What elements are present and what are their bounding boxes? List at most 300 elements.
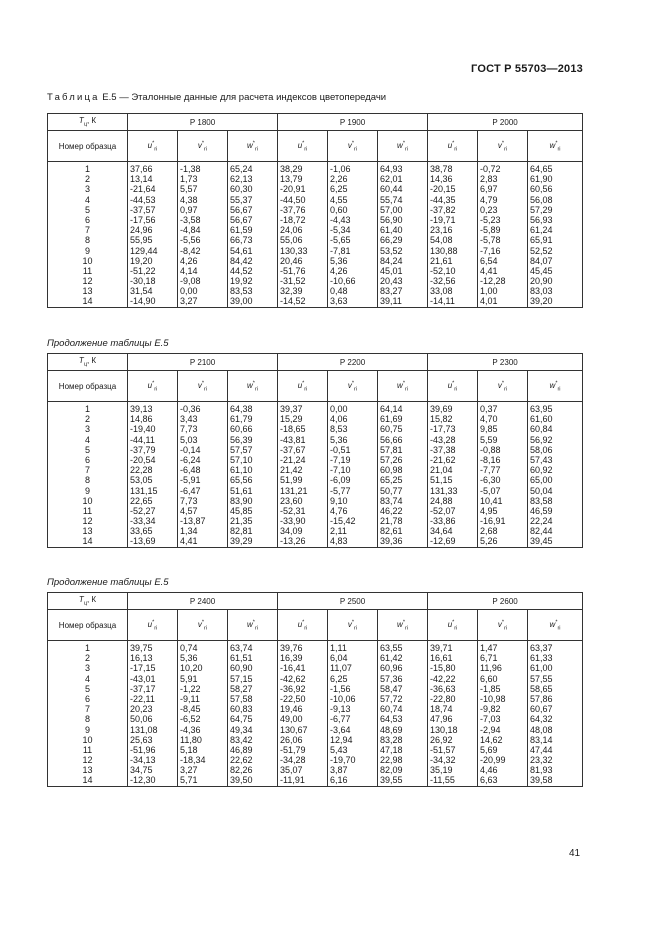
tc-letter: Т <box>78 595 84 605</box>
sample-number: 10 <box>82 255 93 266</box>
symbol-letter: w <box>549 619 556 629</box>
value-cell: 39,58 <box>530 775 553 786</box>
value-cell: 4,41 <box>180 536 198 547</box>
value-cell: 2,26 <box>330 174 348 185</box>
value-cell: 130,88 <box>430 245 458 256</box>
value-cell: 4,79 <box>480 194 498 205</box>
value-cell: 61,59 <box>230 225 253 236</box>
sample-number: 13 <box>82 286 93 297</box>
value-cell: 55,74 <box>380 194 403 205</box>
value-cell: -44,53 <box>130 194 156 205</box>
value-cell: -14,11 <box>430 296 455 307</box>
data-row <box>48 402 583 548</box>
value-cell: 5,69 <box>480 744 498 755</box>
value-cell: 65,91 <box>530 235 553 246</box>
value-cell: 4,55 <box>330 194 348 205</box>
symbol-v <box>347 379 358 393</box>
value-column <box>528 162 583 308</box>
value-cell: 60,74 <box>380 704 403 715</box>
value-cell: 35,19 <box>430 765 453 776</box>
value-cell: 61,42 <box>380 653 403 664</box>
sample-number-header: Номер образца <box>48 371 128 402</box>
symbol-v <box>197 618 208 632</box>
value-cell: 4,83 <box>330 536 348 547</box>
temperature-header: Р 1900 <box>278 114 428 131</box>
col-header-w-0-1 <box>378 131 428 162</box>
value-cell: 52,52 <box>530 245 553 256</box>
value-cell: 57,29 <box>530 204 553 215</box>
symbol-letter: v <box>197 380 202 390</box>
value-cell: -6,52 <box>180 714 201 725</box>
value-cell: 82,81 <box>230 526 253 537</box>
symbol-letter: u <box>447 380 453 390</box>
tc-subscript: ц <box>83 600 87 607</box>
symbol-subscript: ri <box>504 625 508 632</box>
value-cell: -44,50 <box>280 194 306 205</box>
value-cell: 83,58 <box>530 495 553 506</box>
value-cell: -19,70 <box>330 755 356 766</box>
value-cell: 0,37 <box>480 404 498 414</box>
col-header-v-0-1 <box>328 131 378 162</box>
value-cell: 24,88 <box>430 495 453 506</box>
temperature-header: Р 2600 <box>428 593 583 610</box>
value-cell: 83,03 <box>530 286 553 297</box>
value-cell: 25,63 <box>130 734 153 745</box>
value-column <box>278 641 328 787</box>
value-column <box>478 641 528 787</box>
value-cell: 6,60 <box>480 673 498 684</box>
symbol-star: * <box>501 139 505 146</box>
value-cell: -5,07 <box>480 485 501 496</box>
value-cell: 58,27 <box>230 683 253 694</box>
value-cell: -11,91 <box>280 775 305 786</box>
symbol-star: * <box>252 618 255 625</box>
value-cell: 84,07 <box>530 255 553 266</box>
sample-number: 9 <box>84 724 90 735</box>
data-row <box>48 641 583 787</box>
sample-number: 5 <box>84 683 90 694</box>
value-cell: 39,37 <box>280 404 303 414</box>
value-cell: 83,42 <box>230 734 253 745</box>
sample-number: 2 <box>84 414 90 425</box>
value-cell: 32,39 <box>280 286 303 297</box>
value-cell: 64,53 <box>380 714 403 725</box>
col-header-u-1-2 <box>428 371 478 402</box>
value-cell: 35,07 <box>280 765 303 776</box>
symbol-subscript: ri <box>454 625 458 632</box>
value-cell: 60,83 <box>230 704 253 715</box>
sample-number: 4 <box>84 434 90 445</box>
value-cell: -9,08 <box>180 276 201 287</box>
value-cell: -37,38 <box>430 444 456 455</box>
value-cell: 0,23 <box>480 204 498 215</box>
value-cell: 3,27 <box>180 765 198 776</box>
symbol-subscript: ri <box>154 146 158 153</box>
value-cell: 1,11 <box>330 643 347 653</box>
value-cell: 60,67 <box>530 704 553 715</box>
value-cell: 66,73 <box>230 235 253 246</box>
value-cell: 54,61 <box>230 245 253 256</box>
symbol-w <box>397 139 409 153</box>
value-cell: 83,14 <box>530 734 553 745</box>
symbol-v <box>197 139 208 153</box>
symbol-star: * <box>501 379 505 386</box>
value-cell: 38,29 <box>280 164 303 174</box>
value-cell: 5,59 <box>480 434 498 445</box>
value-cell: 48,69 <box>380 724 403 735</box>
symbol-subscript: ri <box>504 146 508 153</box>
value-cell: -52,31 <box>280 505 306 516</box>
tc-unit: , К <box>86 595 97 605</box>
value-cell: -37,17 <box>130 683 156 694</box>
value-column <box>178 641 228 787</box>
symbol-u <box>147 618 158 632</box>
value-cell: -0,36 <box>180 404 201 414</box>
value-cell: 21,04 <box>430 465 453 476</box>
tc-letter: Т <box>78 356 84 366</box>
sample-number: 7 <box>84 465 90 476</box>
value-cell: 3,63 <box>330 296 348 307</box>
value-cell: 83,74 <box>380 495 403 506</box>
value-cell: 14,86 <box>130 414 153 425</box>
value-cell: -6,48 <box>180 465 201 476</box>
value-cell: -10,06 <box>330 693 356 704</box>
symbol-letter: u <box>297 619 303 629</box>
symbol-star: * <box>452 618 455 625</box>
col-header-w-1-2 <box>528 371 583 402</box>
symbol-subscript: ri <box>254 386 258 393</box>
value-cell: -12,28 <box>480 276 506 287</box>
symbol-star: * <box>302 618 305 625</box>
value-cell: -10,66 <box>330 276 356 287</box>
value-cell: 0,00 <box>180 286 198 297</box>
value-cell: -5,23 <box>480 214 501 225</box>
symbol-star: * <box>351 618 355 625</box>
value-cell: 15,82 <box>430 414 453 425</box>
symbol-star: * <box>555 139 558 146</box>
symbol-star: * <box>152 618 155 625</box>
symbol-letter: v <box>497 619 502 629</box>
value-cell: 0,48 <box>330 286 348 297</box>
symbol-star: * <box>201 618 205 625</box>
symbol-star: * <box>351 139 355 146</box>
value-cell: 61,00 <box>530 663 553 674</box>
value-cell: 58,65 <box>530 683 553 694</box>
symbol-u <box>447 379 458 393</box>
table-title-label: Е.5 — Эталонные данные для расчета индексов цветопередачи <box>102 92 387 103</box>
value-cell: 57,43 <box>530 454 553 465</box>
value-cell: -9,82 <box>480 704 501 715</box>
col-header-u-0-2 <box>428 131 478 162</box>
value-cell: -1,56 <box>330 683 351 694</box>
value-cell: 6,04 <box>330 653 348 664</box>
symbol-subscript: ri <box>504 386 508 393</box>
sample-number: 3 <box>84 663 90 674</box>
value-cell: 62,01 <box>380 174 403 185</box>
sample-number-column <box>48 162 128 308</box>
sample-number: 14 <box>82 296 93 307</box>
value-cell: 57,55 <box>530 673 553 684</box>
value-cell: -6,77 <box>330 714 351 725</box>
value-column <box>378 641 428 787</box>
value-cell: 7,73 <box>180 424 198 435</box>
symbol-letter: w <box>247 140 253 150</box>
value-cell: 0,00 <box>330 404 348 414</box>
value-column <box>278 162 328 308</box>
col-header-u-0-0 <box>128 131 178 162</box>
symbol-star: * <box>501 618 505 625</box>
header-row-coordinates <box>48 371 583 402</box>
value-cell: 13,79 <box>280 174 303 185</box>
value-cell: 61,69 <box>380 414 403 425</box>
value-cell: 13,14 <box>130 174 153 185</box>
value-cell: -12,30 <box>130 775 156 786</box>
value-cell: 57,36 <box>380 673 403 684</box>
value-cell: 56,08 <box>530 194 553 205</box>
value-cell: -52,10 <box>430 265 456 276</box>
col-header-u-2-2 <box>428 610 478 641</box>
symbol-subscript: ri <box>204 386 208 393</box>
value-cell: -3,58 <box>180 214 201 225</box>
symbol-star: * <box>252 139 255 146</box>
value-cell: 4,38 <box>180 194 198 205</box>
symbol-subscript: ri <box>254 625 258 632</box>
symbol-w <box>247 618 258 632</box>
value-cell: -37,57 <box>130 204 156 215</box>
value-cell: 57,15 <box>230 673 253 684</box>
continuation-caption-2: Продолжение таблицы Е.5 <box>47 577 169 588</box>
value-cell: 16,61 <box>430 653 453 664</box>
value-cell: 7,73 <box>180 495 198 506</box>
value-cell: 26,92 <box>430 734 453 745</box>
value-cell: 2,83 <box>480 174 498 185</box>
sample-number: 10 <box>82 495 93 506</box>
value-cell: -31,52 <box>280 276 306 287</box>
value-cell: -17,56 <box>130 214 156 225</box>
value-cell: 60,96 <box>380 663 403 674</box>
sample-number: 11 <box>82 265 93 276</box>
value-cell: -51,96 <box>130 744 156 755</box>
value-cell: -0,88 <box>480 444 501 455</box>
symbol-u <box>297 139 308 153</box>
value-cell: -33,86 <box>430 516 456 527</box>
value-cell: 4,57 <box>180 505 198 516</box>
value-column <box>328 162 378 308</box>
symbol-letter: v <box>197 619 202 629</box>
col-header-v-0-0 <box>178 131 228 162</box>
value-cell: -8,16 <box>480 454 501 465</box>
value-cell: 130,67 <box>280 724 308 735</box>
value-cell: 130,33 <box>280 245 308 256</box>
value-cell: 14,62 <box>480 734 503 745</box>
value-cell: 22,28 <box>130 465 153 476</box>
symbol-letter: u <box>147 380 153 390</box>
symbol-letter: v <box>197 140 202 150</box>
value-cell: 34,75 <box>130 765 153 776</box>
reference-table-3 <box>47 592 583 787</box>
value-cell: 45,45 <box>530 265 553 276</box>
symbol-subscript: ri <box>454 146 458 153</box>
value-cell: 60,90 <box>230 663 253 674</box>
value-cell: 23,60 <box>280 495 303 506</box>
symbol-subscript: ri <box>404 386 409 393</box>
value-cell: 57,10 <box>230 454 253 465</box>
value-cell: -42,22 <box>430 673 456 684</box>
value-cell: 48,08 <box>530 724 553 735</box>
value-column <box>128 402 178 548</box>
tc-unit: , К <box>86 356 97 366</box>
value-cell: -20,91 <box>280 184 306 195</box>
value-cell: 21,35 <box>230 516 253 527</box>
value-column <box>428 162 478 308</box>
value-cell: -33,34 <box>130 516 156 527</box>
sample-number: 3 <box>84 424 90 435</box>
symbol-letter: u <box>297 380 303 390</box>
value-cell: 1,34 <box>180 526 198 537</box>
value-cell: 39,13 <box>130 404 153 414</box>
symbol-w <box>549 618 561 632</box>
value-cell: 1,47 <box>480 643 498 653</box>
col-header-u-0-1 <box>278 131 328 162</box>
value-cell: 10,41 <box>480 495 503 506</box>
value-cell: -34,28 <box>280 755 306 766</box>
symbol-star: * <box>302 139 305 146</box>
symbol-subscript: ri <box>304 625 308 632</box>
sample-number: 6 <box>84 693 90 704</box>
sample-number: 6 <box>84 214 90 225</box>
value-cell: 2,11 <box>330 526 347 537</box>
value-cell: 3,43 <box>180 414 198 425</box>
value-cell: 6,54 <box>480 255 498 266</box>
standard-number: ГОСТ Р 55703—2013 <box>471 63 583 75</box>
value-cell: -36,63 <box>430 683 456 694</box>
value-cell: 56,92 <box>530 434 553 445</box>
header-row-coordinates <box>48 610 583 641</box>
value-cell: -5,91 <box>180 475 201 486</box>
value-cell: 129,44 <box>130 245 158 256</box>
value-cell: -37,79 <box>130 444 156 455</box>
value-cell: -22,50 <box>280 693 306 704</box>
value-cell: 4,70 <box>480 414 498 425</box>
value-cell: 15,29 <box>280 414 303 425</box>
value-cell: -0,72 <box>480 164 501 174</box>
symbol-subscript: ri <box>404 625 409 632</box>
value-cell: 64,65 <box>530 164 553 174</box>
continuation-caption-1: Продолжение таблицы Е.5 <box>47 338 169 349</box>
value-cell: -6,30 <box>480 475 501 486</box>
sample-number: 5 <box>84 204 90 215</box>
value-cell: 10,20 <box>180 663 203 674</box>
value-cell: 5,03 <box>180 434 198 445</box>
symbol-subscript: ri <box>254 146 258 153</box>
value-cell: 57,57 <box>230 444 253 455</box>
temperature-header: Р 2200 <box>278 354 428 371</box>
value-cell: -18,72 <box>280 214 306 225</box>
value-cell: 64,93 <box>380 164 403 174</box>
value-cell: 39,11 <box>380 296 402 307</box>
value-cell: 46,59 <box>530 505 553 516</box>
sample-number: 1 <box>84 404 90 414</box>
temperature-header: Р 2300 <box>428 354 583 371</box>
value-cell: -4,43 <box>330 214 351 225</box>
sample-number: 8 <box>84 475 90 486</box>
value-cell: 65,24 <box>230 164 253 174</box>
reference-table-2 <box>47 353 583 548</box>
value-cell: 50,06 <box>130 714 153 725</box>
symbol-letter: u <box>447 140 453 150</box>
value-column <box>528 402 583 548</box>
value-column <box>478 162 528 308</box>
symbol-letter: w <box>397 380 403 390</box>
value-cell: 11,80 <box>180 734 202 745</box>
value-cell: 5,43 <box>330 744 348 755</box>
value-cell: 39,20 <box>530 296 553 307</box>
col-header-v-0-2 <box>478 131 528 162</box>
col-header-v-2-0 <box>178 610 228 641</box>
value-cell: 131,33 <box>430 485 458 496</box>
sample-number-column <box>48 402 128 548</box>
value-cell: 130,18 <box>430 724 458 735</box>
value-cell: 18,74 <box>430 704 453 715</box>
value-cell: 53,05 <box>130 475 153 486</box>
value-cell: -12,69 <box>430 536 456 547</box>
value-cell: -32,56 <box>430 276 456 287</box>
sample-number: 8 <box>84 714 90 725</box>
value-cell: 60,66 <box>230 424 253 435</box>
symbol-subscript: ri <box>354 625 358 632</box>
value-cell: -13,69 <box>130 536 156 547</box>
value-cell: 1,00 <box>480 286 498 297</box>
value-cell: -51,22 <box>130 265 156 276</box>
value-cell: -30,18 <box>130 276 156 287</box>
value-cell: 51,61 <box>230 485 253 496</box>
tc-letter: Т <box>78 116 84 126</box>
value-column <box>128 641 178 787</box>
symbol-star: * <box>152 139 155 146</box>
value-cell: 56,90 <box>380 214 403 225</box>
value-cell: 3,27 <box>180 296 198 307</box>
value-cell: 20,43 <box>380 276 403 287</box>
value-cell: 81,93 <box>530 765 553 776</box>
value-cell: 61,79 <box>230 414 253 425</box>
symbol-v <box>497 139 508 153</box>
col-header-u-1-1 <box>278 371 328 402</box>
value-cell: -44,11 <box>130 434 155 445</box>
value-cell: 61,51 <box>230 653 253 664</box>
value-cell: 65,56 <box>230 475 253 486</box>
value-cell: 0,74 <box>180 643 198 653</box>
value-cell: 6,25 <box>330 673 348 684</box>
value-cell: 39,29 <box>230 536 253 547</box>
value-cell: -14,52 <box>280 296 306 307</box>
temperature-header: Р 2100 <box>128 354 278 371</box>
value-cell: 60,56 <box>530 184 553 195</box>
value-cell: 60,92 <box>530 465 553 476</box>
sample-number: 7 <box>84 704 90 715</box>
value-cell: 39,71 <box>430 643 453 653</box>
value-cell: 0,60 <box>330 204 348 215</box>
value-cell: 22,24 <box>530 516 553 527</box>
sample-number: 12 <box>82 516 93 527</box>
value-cell: 57,86 <box>530 693 553 704</box>
value-cell: 83,27 <box>380 286 403 297</box>
symbol-star: * <box>351 379 355 386</box>
col-header-v-1-2 <box>478 371 528 402</box>
value-column <box>328 641 378 787</box>
value-cell: -7,03 <box>480 714 501 725</box>
value-column <box>228 641 278 787</box>
symbol-v <box>497 618 508 632</box>
